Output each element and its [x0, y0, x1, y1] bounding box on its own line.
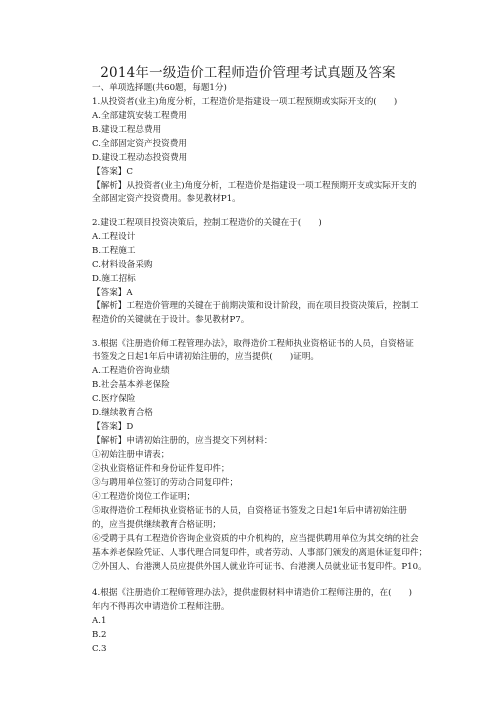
section-heading: 一、单项选择题(共60题，每题1分) — [92, 83, 227, 93]
question-3-option-a: A.工程造价咨询业绩 — [92, 366, 170, 376]
question-3-analysis-line: ①初始注册申请表； — [92, 450, 170, 460]
question-3-analysis-line: ②执业资格证件和身份证件复印件； — [92, 464, 230, 474]
question-3-option-d: D.继续教育合格 — [92, 408, 153, 418]
question-3-analysis-line: ⑤取得造价工程师执业资格证书的人员，自资格证书签发之日起1年后申请初始注册 — [92, 506, 407, 516]
question-3-answer: 【答案】D — [92, 422, 134, 432]
question-2-option-c: C.材料设备采购 — [92, 260, 153, 270]
question-2-analysis-line: 程造价的关键就在于设计。参见教材P7。 — [92, 315, 250, 325]
question-3-analysis-line: ④工程造价岗位工作证明； — [92, 492, 196, 502]
question-4-option-b: B.2 — [92, 630, 107, 640]
question-1-option-d: D.建设工程动态投资费用 — [92, 153, 188, 163]
question-3-analysis-line: ⑥受聘于具有工程造价咨询企业资质的中介机构的，应当提供聘用单位为其交纳的社会 — [92, 534, 419, 544]
question-3-analysis-line: 【解析】申请初始注册的，应当提交下列材料： — [92, 436, 273, 446]
question-2-option-b: B.工程施工 — [92, 246, 136, 256]
question-3-stem-line: 书签发之日起1年后申请初始注册的，应当提供( )证明。 — [92, 352, 320, 362]
question-4-stem-line: 年内不得再次申请造价工程师注册。 — [92, 602, 230, 612]
question-1-option-c: C.全部固定资产投资费用 — [92, 139, 187, 149]
document-title: 2014年一级造价工程师造价管理考试真题及答案 — [100, 65, 396, 81]
question-2-answer: 【答案】A — [92, 288, 133, 298]
question-1-option-a: A.全部建筑安装工程费用 — [92, 111, 187, 121]
question-3-analysis-line: ③与聘用单位签订的劳动合同复印件； — [92, 478, 239, 488]
question-2-analysis-line: 【解析】工程造价管理的关键在于前期决策和设计阶段，而在项目投资决策后，控制工 — [92, 301, 419, 311]
question-4-option-c: C.3 — [92, 644, 107, 654]
question-1-option-b: B.建设工程总费用 — [92, 125, 162, 135]
question-2-option-a: A.工程设计 — [92, 232, 136, 242]
question-4-option-a: A.1 — [92, 616, 107, 626]
question-1-analysis-line: 【解析】从投资者(业主)角度分析，工程造价是指建设一项工程预期开支或实际开支的 — [92, 181, 417, 191]
question-2-option-d: D.施工招标 — [92, 274, 136, 284]
question-1-stem: 1.从投资者(业主)角度分析，工程造价是指建设一项工程预期或实际开支的( ) — [92, 97, 398, 107]
question-3-stem-line: 3.根据《注册造价师工程管理办法》，取得造价工程师执业资格证书的人员，自资格证 — [92, 339, 414, 349]
question-3-analysis-line: 基本养老保险凭证、人事代理合同复印件，或者劳动、人事部门颁发的离退休证复印件； — [92, 548, 428, 558]
question-3-option-c: C.医疗保险 — [92, 394, 136, 404]
question-1-answer: 【答案】C — [92, 167, 133, 177]
question-3-analysis-line: 的，应当提供继续教育合格证明； — [92, 520, 221, 530]
question-3-analysis-line: ⑦外国人、台港澳人员应提供外国人就业许可证书、台港澳人员就业证书复印件。P10。 — [92, 562, 427, 572]
question-4-stem-line: 4.根据《注册造价工程师管理办法》，提供虚假材料申请造价工程师注册的，在( ) — [92, 588, 412, 598]
question-3-option-b: B.社会基本养老保险 — [92, 380, 170, 390]
question-1-analysis-line: 全部固定资产投资费用。参见教材P1。 — [92, 194, 241, 204]
question-2-stem: 2.建设工程项目投资决策后，控制工程造价的关键在于( ) — [92, 218, 322, 228]
